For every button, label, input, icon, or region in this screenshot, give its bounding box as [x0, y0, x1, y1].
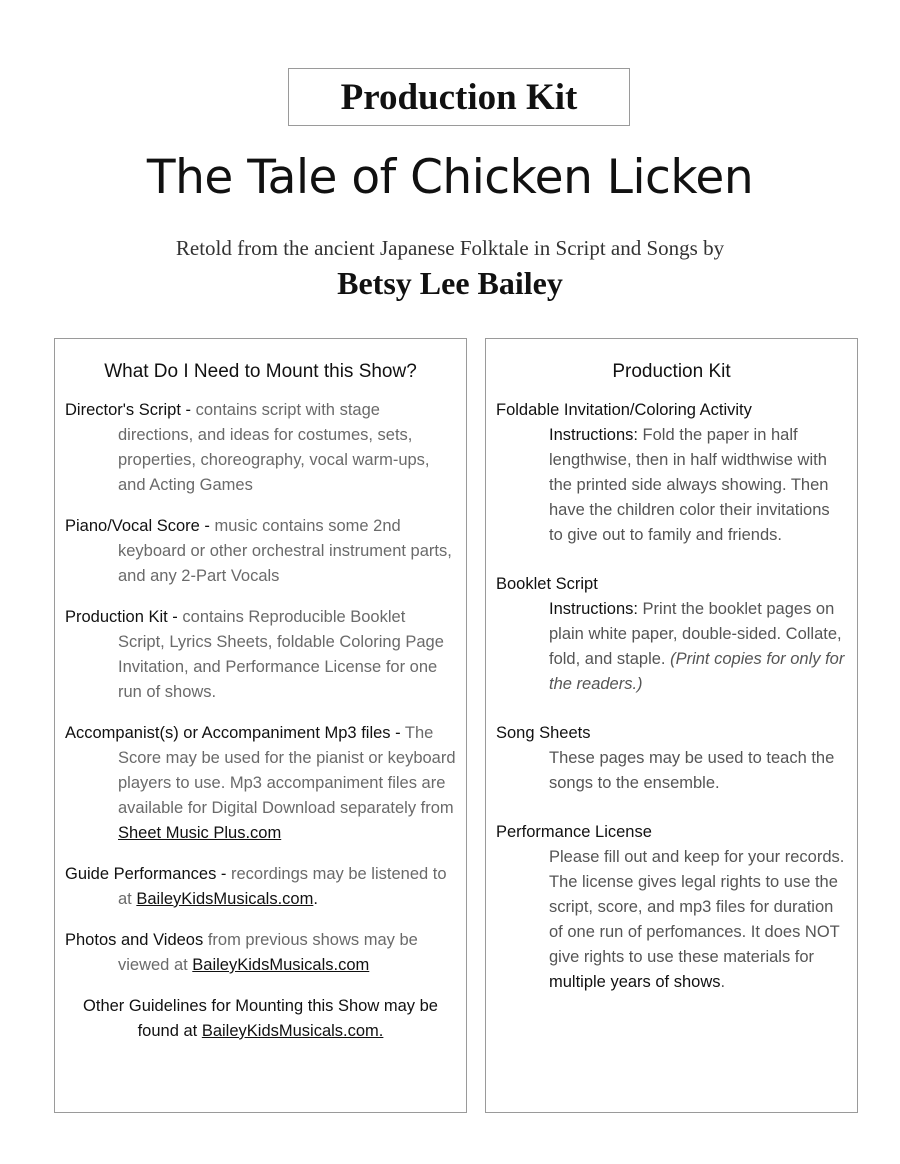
entry-description: from previous shows may be viewed at: [118, 931, 418, 974]
entry-term: Accompanist(s) or Accompaniment Mp3 files -: [65, 724, 405, 742]
invitation-entry: [496, 398, 847, 548]
baileykids-link[interactable]: BaileyKidsMusicals.com: [136, 890, 314, 908]
requirements-heading: What Do I Need to Mount this Show?: [104, 361, 417, 382]
entry-body: [496, 845, 847, 995]
piano-score-entry: [65, 514, 456, 589]
accompanist-entry: [65, 721, 456, 846]
entry-description: recordings may be listened to at: [118, 865, 447, 908]
author-name: Betsy Lee Bailey: [337, 265, 563, 301]
photos-videos-entry: [65, 928, 456, 978]
entry-title: Song Sheets: [496, 724, 591, 742]
production-kit-panel: [485, 338, 858, 1113]
entry-description: The Score may be used for the pianist or keyboard players to use. Mp3 accompaniment files are available for Digital Download separately from: [118, 724, 456, 817]
baileykids-link[interactable]: BaileyKidsMusicals.com: [192, 956, 370, 974]
guide-performances-entry: [65, 862, 456, 912]
instructions-label: Instructions:: [549, 600, 638, 618]
entry-term: Photos and Videos: [65, 931, 204, 949]
baileykids-link[interactable]: BaileyKidsMusicals.com.: [201, 1022, 384, 1040]
entry-text: Please fill out and keep for your records. The license gives legal rights to use the script, score, and mp3 files for duration of one run of perfomances. It does NOT give rights to use these materials for: [549, 848, 845, 966]
performance-license-entry: [496, 820, 847, 995]
other-guidelines-entry: [65, 994, 456, 1044]
production-kit-entry: [65, 605, 456, 705]
requirements-panel: [54, 338, 467, 1113]
entry-description: contains script with stage directions, and ideas for costumes, sets, properties, choreography, vocal warm-ups, and Acting Games: [118, 401, 430, 494]
entry-description: contains Reproducible Booklet Script, Lyrics Sheets, foldable Coloring Page Invitation, and Performance License for one run of shows.: [118, 608, 444, 701]
entry-note: (Print copies for only for the readers.): [549, 650, 845, 693]
entry-emphasis: multiple years of shows: [549, 973, 721, 991]
entry-term: Production Kit -: [65, 608, 183, 626]
subtitle: Retold from the ancient Japanese Folktale in Script and Songs by: [175, 236, 725, 260]
entry-description: Other Guidelines for Mounting this Show may be found at: [83, 997, 438, 1040]
sheet-music-plus-link[interactable]: Sheet Music Plus.com: [118, 824, 282, 842]
entry-body: [496, 423, 847, 548]
entry-body: These pages may be used to teach the songs to the ensemble.: [549, 749, 835, 792]
production-kit-heading: Production Kit: [612, 361, 731, 382]
instructions-label: Instructions:: [549, 426, 638, 444]
entry-term: Guide Performances -: [65, 865, 231, 883]
entry-body: [496, 597, 847, 697]
directors-script-entry: [65, 398, 456, 498]
entry-period: .: [313, 890, 318, 908]
booklet-entry: [496, 572, 847, 697]
song-sheets-entry: [496, 721, 847, 796]
entry-term: Director's Script -: [65, 401, 196, 419]
entry-text: Fold the paper in half lengthwise, then in half widthwise with the printed side always showing. Then have the children color their invitations to give out to family and friends.: [549, 426, 830, 544]
entry-title: Performance License: [496, 823, 652, 841]
page-title: The Tale of Chicken Licken: [146, 150, 754, 205]
entry-period: .: [720, 973, 726, 991]
entry-text: Print the booklet pages on plain white paper, double-sided. Collate, fold, and staple.: [549, 600, 842, 668]
entry-description: music contains some 2nd keyboard or other orchestral instrument parts, and any 2-Part Vocals: [118, 517, 452, 585]
production-kit-box: Production Kit: [288, 68, 630, 126]
entry-title: Foldable Invitation/Coloring Activity: [496, 401, 752, 419]
entry-term: Piano/Vocal Score -: [65, 517, 215, 535]
entry-title: Booklet Script: [496, 575, 598, 593]
